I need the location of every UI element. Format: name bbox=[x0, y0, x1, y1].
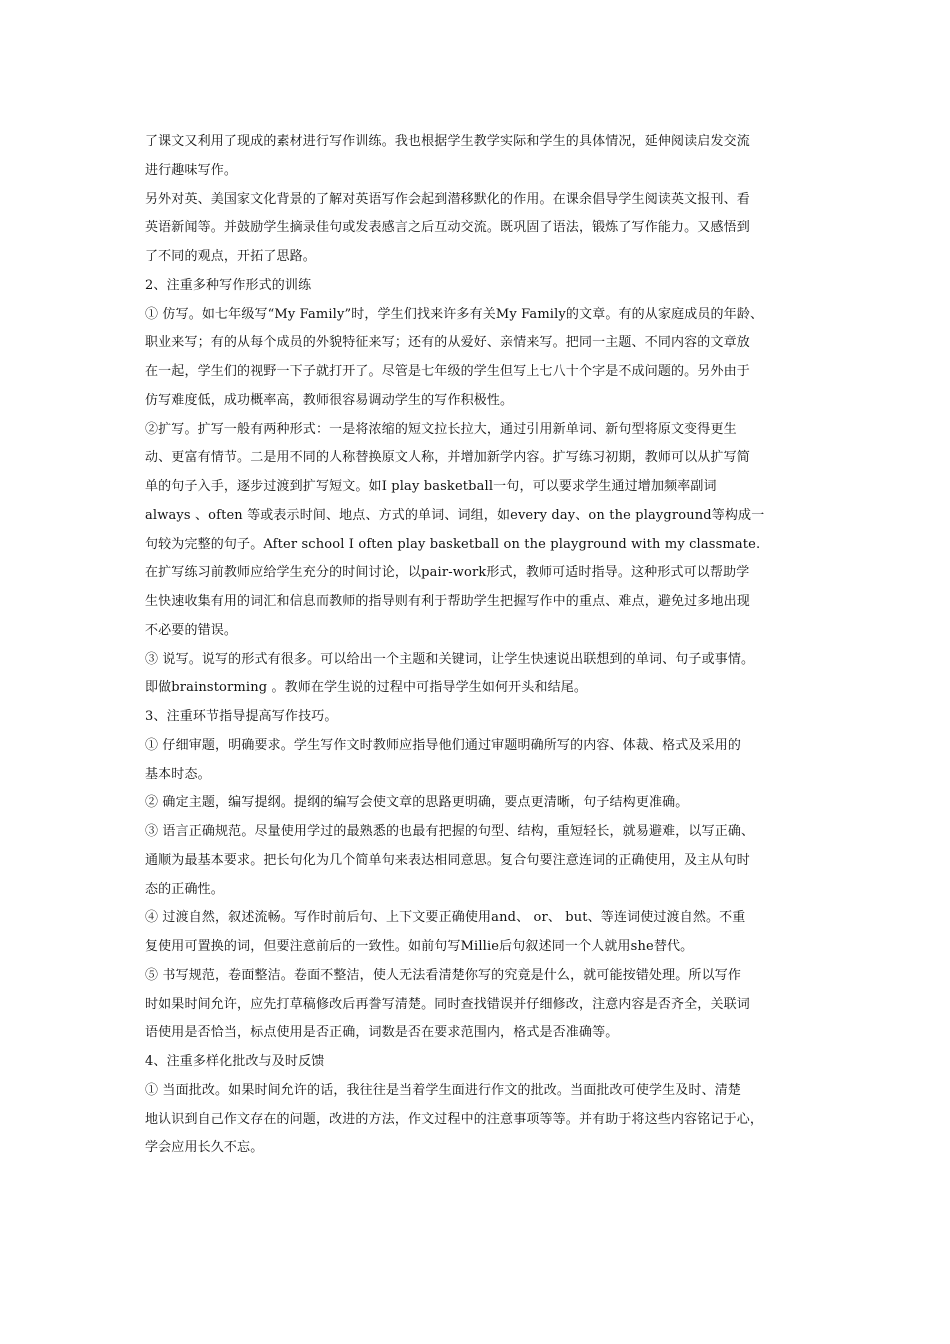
text-line: 时如果时间允许，应先打草稿修改后再誊写清楚。同时查找错误并仔细修改，注意内容是否齐全，关联词 bbox=[145, 996, 750, 1012]
text-line: 另外对英、美国家文化背景的了解对英语写作会起到潜移默化的作用。在课余倡导学生阅读英文报刊、看 bbox=[145, 191, 750, 207]
text-line: ③ 语言正确规范。尽量使用学过的最熟悉的也最有把握的句型、结构，重短轻长，就易避难，以写正确、 bbox=[145, 824, 755, 839]
text-line: ① 仿写。如七年级写“My Family”时，学生们找来许多有关My Family的文章。有的从家庭成员的年龄、 bbox=[145, 306, 764, 322]
text-line: ② 确定主题，编写提纲。提纲的编写会使文章的思路更明确，要点更清晰，句子结构更准确。 bbox=[145, 795, 689, 811]
text-line: ②扩写。扩写一般有两种形式：一是将浓缩的短文拉长拉大，通过引用新单词、新句型将原文变得更生 bbox=[145, 421, 737, 437]
text-line: 不必要的错误。 bbox=[145, 622, 238, 638]
text-line: 通顺为最基本要求。把长句化为几个简单句来表达相同意思。复合句要注意连词的正确使用，及主从句时 bbox=[145, 852, 750, 868]
text-line: 即做brainstorming 。教师在学生说的过程中可指导学生如何开头和结尾。 bbox=[145, 680, 588, 696]
text-line: 地认识到自己作文存在的问题，改进的方法，作文过程中的注意事项等等。并有助于将这些内容铭记于心， bbox=[145, 1111, 764, 1127]
text-line: ⑤ 书写规范，卷面整洁。卷面不整洁，使人无法看清楚你写的究竟是什么，就可能按错处理。所以写作 bbox=[145, 967, 742, 983]
text-line: 在一起，学生们的视野一下子就打开了。尽管是七年级的学生但写上七八十个字是不成问题的。另外由于 bbox=[145, 364, 750, 379]
text-line: 生快速收集有用的词汇和信息而教师的指导则有利于帮助学生把握写作中的重点、难点，避免过多地出现 bbox=[145, 594, 750, 609]
text-line: 了不同的观点，开拓了思路。 bbox=[145, 249, 316, 264]
text-line: ① 当面批改。如果时间允许的话，我往往是当着学生面进行作文的批改。当面批改可使学生及时、清楚 bbox=[145, 1082, 742, 1098]
text-line: 复使用可置换的词，但要注意前后的一致性。如前句写Millie后句叙述同一个人就用she替代。 bbox=[145, 939, 694, 954]
text-line: 职业来写；有的从每个成员的外貌特征来写；还有的从爱好、亲情来写。把同一主题、不同内容的文章放 bbox=[145, 335, 750, 351]
text-line: 仿写难度低，成功概率高，教师很容易调动学生的写作积极性。 bbox=[145, 392, 514, 408]
text-line: 进行趣味写作。 bbox=[145, 162, 238, 178]
text-line: 在扩写练习前教师应给学生充分的时间讨论，以pair-work形式，教师可适时指导。这种形式可以帮助学 bbox=[145, 565, 750, 581]
text-line: 句较为完整的句子。After school I often play basketball on the playground with my classmate. bbox=[145, 536, 761, 552]
text-line: 基本时态。 bbox=[145, 766, 211, 782]
text-line: ③ 说写。说写的形式有很多。可以给出一个主题和关键词，让学生快速说出联想到的单词、句子或事情。 bbox=[145, 651, 755, 667]
section-heading: 3、注重环节指导提高写作技巧。 bbox=[145, 709, 338, 724]
text-line: 态的正确性。 bbox=[145, 881, 224, 897]
document-body bbox=[145, 128, 815, 1163]
text-line: 单的句子入手，逐步过渡到扩写短文。如I play basketball一句，可以要求学生通过增加频率副词 bbox=[145, 479, 717, 494]
text-line: 学会应用长久不忘。 bbox=[145, 1140, 264, 1156]
text-line: ① 仔细审题，明确要求。学生写作文时教师应指导他们通过审题明确所写的内容、体裁、格式及采用的 bbox=[145, 737, 742, 753]
section-heading: 2、注重多种写作形式的训练 bbox=[145, 277, 312, 293]
text-line: ④ 过渡自然，叙述流畅。写作时前后句、上下文要正确使用and、 or、 but、等连词使过渡自然。不重 bbox=[145, 910, 746, 926]
section-heading: 4、注重多样化批改与及时反馈 bbox=[145, 1054, 325, 1069]
text-line: 英语新闻等。并鼓励学生摘录佳句或发表感言之后互动交流。既巩固了语法，锻炼了写作能力。又感悟到 bbox=[145, 220, 750, 236]
text-line: 语使用是否恰当，标点使用是否正确，词数是否在要求范围内，格式是否准确等。 bbox=[145, 1025, 619, 1041]
text-line: 动、更富有情节。二是用不同的人称替换原文人称，并增加新学内容。扩写练习初期，教师可以从扩写简 bbox=[145, 450, 750, 466]
text-line: always 、often 等或表示时间、地点、方式的单词、词组，如every day、on the playground等构成一 bbox=[145, 507, 765, 523]
text-line: 了课文又利用了现成的素材进行写作训练。我也根据学生教学实际和学生的具体情况，延伸阅读启发交流 bbox=[145, 134, 750, 149]
